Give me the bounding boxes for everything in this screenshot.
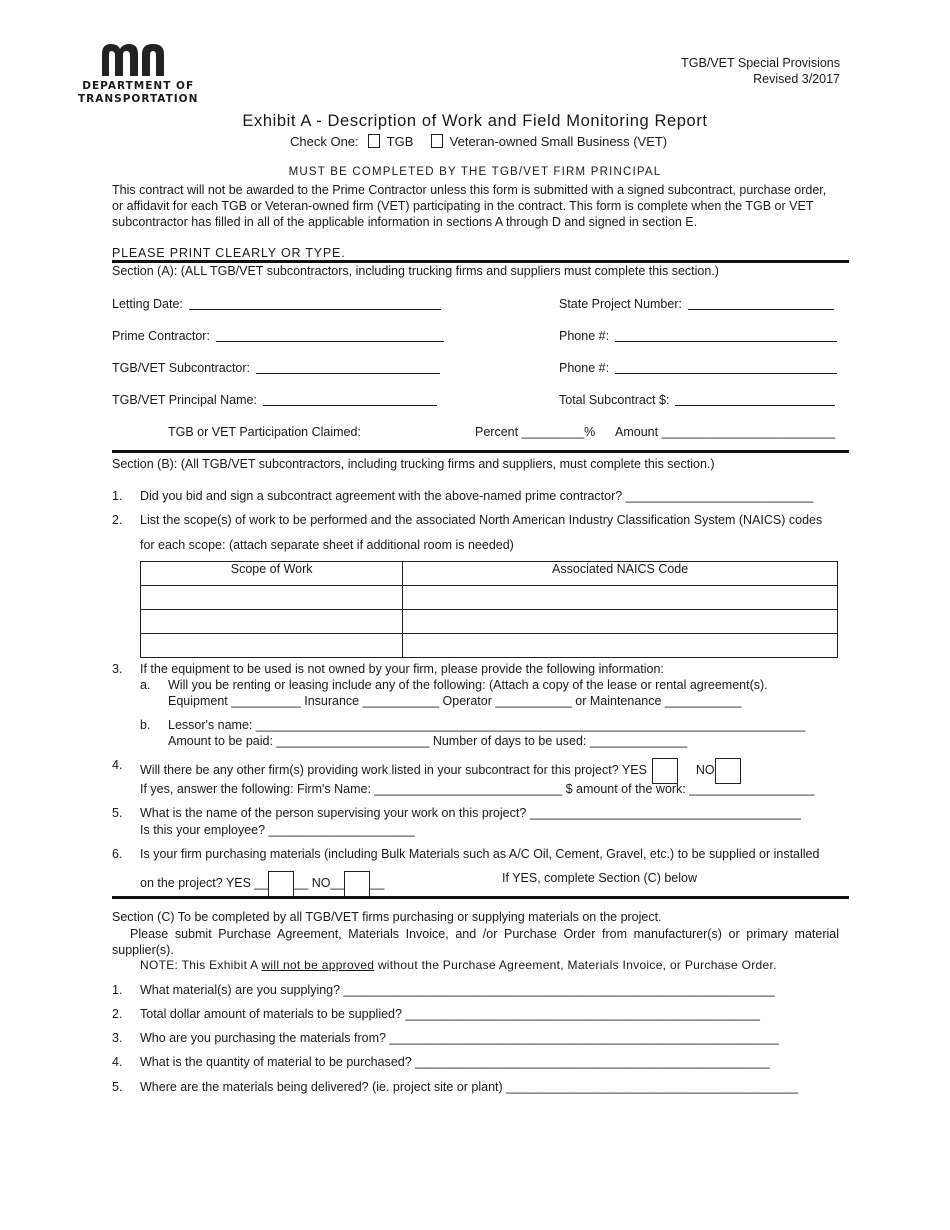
percent-field[interactable]: Percent _________% — [475, 425, 596, 439]
prime-contractor-field — [112, 329, 444, 343]
principal-name-input[interactable] — [263, 393, 437, 406]
table-row — [141, 610, 838, 634]
c-item-3-number: 3. — [112, 1031, 123, 1045]
naics-table — [140, 561, 838, 658]
phone-1-label: Phone #: — [559, 329, 610, 343]
phone-1-input[interactable] — [615, 329, 837, 342]
q5-number: 5. — [112, 806, 123, 820]
header-provisions — [681, 55, 840, 87]
letting-date-input[interactable] — [189, 297, 441, 310]
q5-text[interactable]: What is the name of the person supervising your work on this project? _______________________________________ — [140, 806, 801, 820]
q6-no-label: __ NO__ — [294, 876, 345, 890]
c-item-2-text[interactable]: Total dollar amount of materials to be supplied? ___________________________________________________ — [140, 1007, 760, 1021]
q4-no-label: NO — [695, 763, 715, 777]
q4-no-box[interactable] — [715, 758, 741, 784]
section-a-divider — [112, 260, 849, 263]
q6-answer-row — [140, 871, 384, 897]
phone-1-field — [559, 329, 837, 343]
phone-2-label: Phone #: — [559, 361, 610, 375]
q3b-fields[interactable]: Amount to be paid: ______________________ Number of days to be used: ______________ — [168, 734, 688, 748]
vet-checkbox[interactable] — [431, 134, 443, 148]
scope-header: Scope of Work — [141, 562, 403, 586]
principal-name-label: TGB/VET Principal Name: — [112, 393, 257, 407]
q4-followup[interactable]: If yes, answer the following: Firm's Name: ___________________________ $ amount of the work: __________________ — [140, 782, 815, 796]
state-project-field — [559, 297, 834, 311]
q4-row — [140, 758, 741, 784]
table-row — [141, 586, 838, 610]
section-c-note — [140, 958, 777, 972]
section-c-divider — [112, 896, 849, 899]
total-subcontract-label: Total Subcontract $: — [559, 393, 670, 407]
c-item-1-number: 1. — [112, 983, 123, 997]
print-clearly-notice: PLEASE PRINT CLEARLY OR TYPE. — [112, 246, 346, 260]
q6-note: If YES, complete Section (C) below — [502, 871, 697, 885]
naics-cell[interactable] — [403, 586, 838, 610]
q3a-text: Will you be renting or leasing include any of the following: (Attach a copy of the lease or rental agreement(s). — [168, 678, 768, 692]
letting-date-field — [112, 297, 441, 311]
q3-text: If the equipment to be used is not owned by your firm, please provide the following information: — [140, 662, 664, 676]
state-project-label: State Project Number: — [559, 297, 682, 311]
c-item-4-text[interactable]: What is the quantity of material to be purchased? ___________________________________________________ — [140, 1055, 770, 1069]
check-one-row — [290, 134, 667, 149]
q3b-letter: b. — [140, 718, 151, 732]
table-row — [141, 634, 838, 658]
letting-date-label: Letting Date: — [112, 297, 183, 311]
principal-name-field — [112, 393, 437, 407]
logo-line1: DEPARTMENT OF — [82, 80, 195, 92]
q3b-text[interactable]: Lessor's name: _______________________________________________________________________________ — [168, 718, 806, 732]
naics-cell[interactable] — [403, 610, 838, 634]
note-prefix: NOTE: This Exhibit A — [140, 958, 262, 972]
c-item-4-number: 4. — [112, 1055, 123, 1069]
note-underlined: will not be approved — [261, 958, 375, 972]
mn-logo-mark — [98, 40, 174, 78]
q3a-fields[interactable]: Equipment __________ Insurance ___________ Operator ___________ or Maintenance ___________ — [168, 694, 742, 708]
naics-header: Associated NAICS Code — [403, 562, 838, 586]
tgb-checkbox[interactable] — [368, 134, 380, 148]
q5-followup[interactable]: Is this your employee? _____________________ — [140, 823, 415, 837]
subcontractor-field — [112, 361, 440, 375]
section-c-instructions: Please submit Purchase Agreement, Materials Invoice, and /or Purchase Order from manufacturer(s) or primary material supplier(s). — [112, 927, 839, 957]
amount-field[interactable]: Amount _________________________ — [615, 425, 836, 439]
phone-2-input[interactable] — [615, 361, 837, 374]
total-subcontract-input[interactable] — [675, 393, 835, 406]
c-item-5-text[interactable]: Where are the materials being delivered? (ie. project site or plant) __________________________________________ — [140, 1080, 799, 1094]
scope-cell[interactable] — [141, 610, 403, 634]
q1-number: 1. — [112, 489, 123, 503]
tgb-option-label: TGB — [386, 134, 414, 149]
q6-no-box[interactable] — [344, 871, 370, 897]
q4-yes-box[interactable] — [652, 758, 678, 784]
q6-yes-label: on the project? YES __ — [140, 876, 269, 890]
prime-contractor-label: Prime Contractor: — [112, 329, 210, 343]
q4-text: Will there be any other firm(s) providing work listed in your subcontract for this project? YES — [140, 763, 647, 777]
intro-paragraph: This contract will not be awarded to the Prime Contractor unless this form is submitted with a signed subcontract, purchase order, or affidavit for each TGB or Veteran-owned firm (VET) participating in the contract. This form is complete when the TGB or VET subcontractor has filled in all of the applicable information in sections A through D and signed in section E. — [112, 183, 827, 229]
logo-text — [78, 80, 198, 106]
q1-text: Did you bid and sign a subcontract agreement with the above-named prime contractor? ___________________________ — [140, 489, 814, 503]
page-title: Exhibit A - Description of Work and Field Monitoring Report — [242, 112, 708, 130]
section-b-divider — [112, 450, 849, 453]
subcontractor-input[interactable] — [256, 361, 440, 374]
scope-cell[interactable] — [141, 634, 403, 658]
prime-contractor-input[interactable] — [216, 329, 444, 342]
vet-option-label: Veteran-owned Small Business (VET) — [449, 134, 668, 149]
q3a-letter: a. — [140, 678, 151, 692]
check-one-label: Check One: — [290, 134, 359, 149]
q4-number: 4. — [112, 758, 123, 772]
state-project-input[interactable] — [688, 297, 834, 310]
c-item-3-text[interactable]: Who are you purchasing the materials from? ________________________________________________________ — [140, 1031, 779, 1045]
q2-text: List the scope(s) of work to be performed and the associated North American Industry Classification System (NAICS) codes — [140, 513, 823, 527]
scope-cell[interactable] — [141, 586, 403, 610]
c-item-5-number: 5. — [112, 1080, 123, 1094]
q2-text-continued: for each scope: (attach separate sheet if additional room is needed) — [140, 538, 514, 552]
section-c-heading: Section (C) To be completed by all TGB/VET firms purchasing or supplying materials on the project. — [112, 910, 662, 924]
q2-number: 2. — [112, 513, 123, 527]
must-completed-notice: MUST BE COMPLETED BY THE TGB/VET FIRM PRINCIPAL — [288, 166, 662, 178]
logo-line2: TRANSPORTATION — [78, 93, 199, 105]
section-a-heading: Section (A): (ALL TGB/VET subcontractors, including trucking firms and suppliers must complete this section.) — [112, 264, 719, 278]
c-item-2-number: 2. — [112, 1007, 123, 1021]
q6-trailing-line: __ — [370, 876, 385, 890]
naics-cell[interactable] — [403, 634, 838, 658]
q6-yes-box[interactable] — [268, 871, 294, 897]
phone-2-field — [559, 361, 837, 375]
section-b-heading: Section (B): (All TGB/VET subcontractors, including trucking firms and suppliers, must complete this section.) — [112, 457, 715, 471]
provisions-label: TGB/VET Special Provisions — [681, 56, 840, 70]
participation-label: TGB or VET Participation Claimed: — [168, 425, 361, 439]
note-suffix: without the Purchase Agreement, Materials Invoice, or Purchase Order. — [374, 958, 777, 972]
subcontractor-label: TGB/VET Subcontractor: — [112, 361, 251, 375]
q3-number: 3. — [112, 662, 123, 676]
q6-text: Is your firm purchasing materials (including Bulk Materials such as A/C Oil, Cement, Gravel, etc.) to be supplied or installed — [140, 847, 820, 861]
c-item-1-text[interactable]: What material(s) are you supplying? ______________________________________________________________ — [140, 983, 775, 997]
mndot-logo — [98, 40, 174, 81]
revised-date: Revised 3/2017 — [753, 72, 840, 86]
naics-header-row — [141, 562, 838, 586]
q6-number: 6. — [112, 847, 123, 861]
total-subcontract-field — [559, 393, 835, 407]
